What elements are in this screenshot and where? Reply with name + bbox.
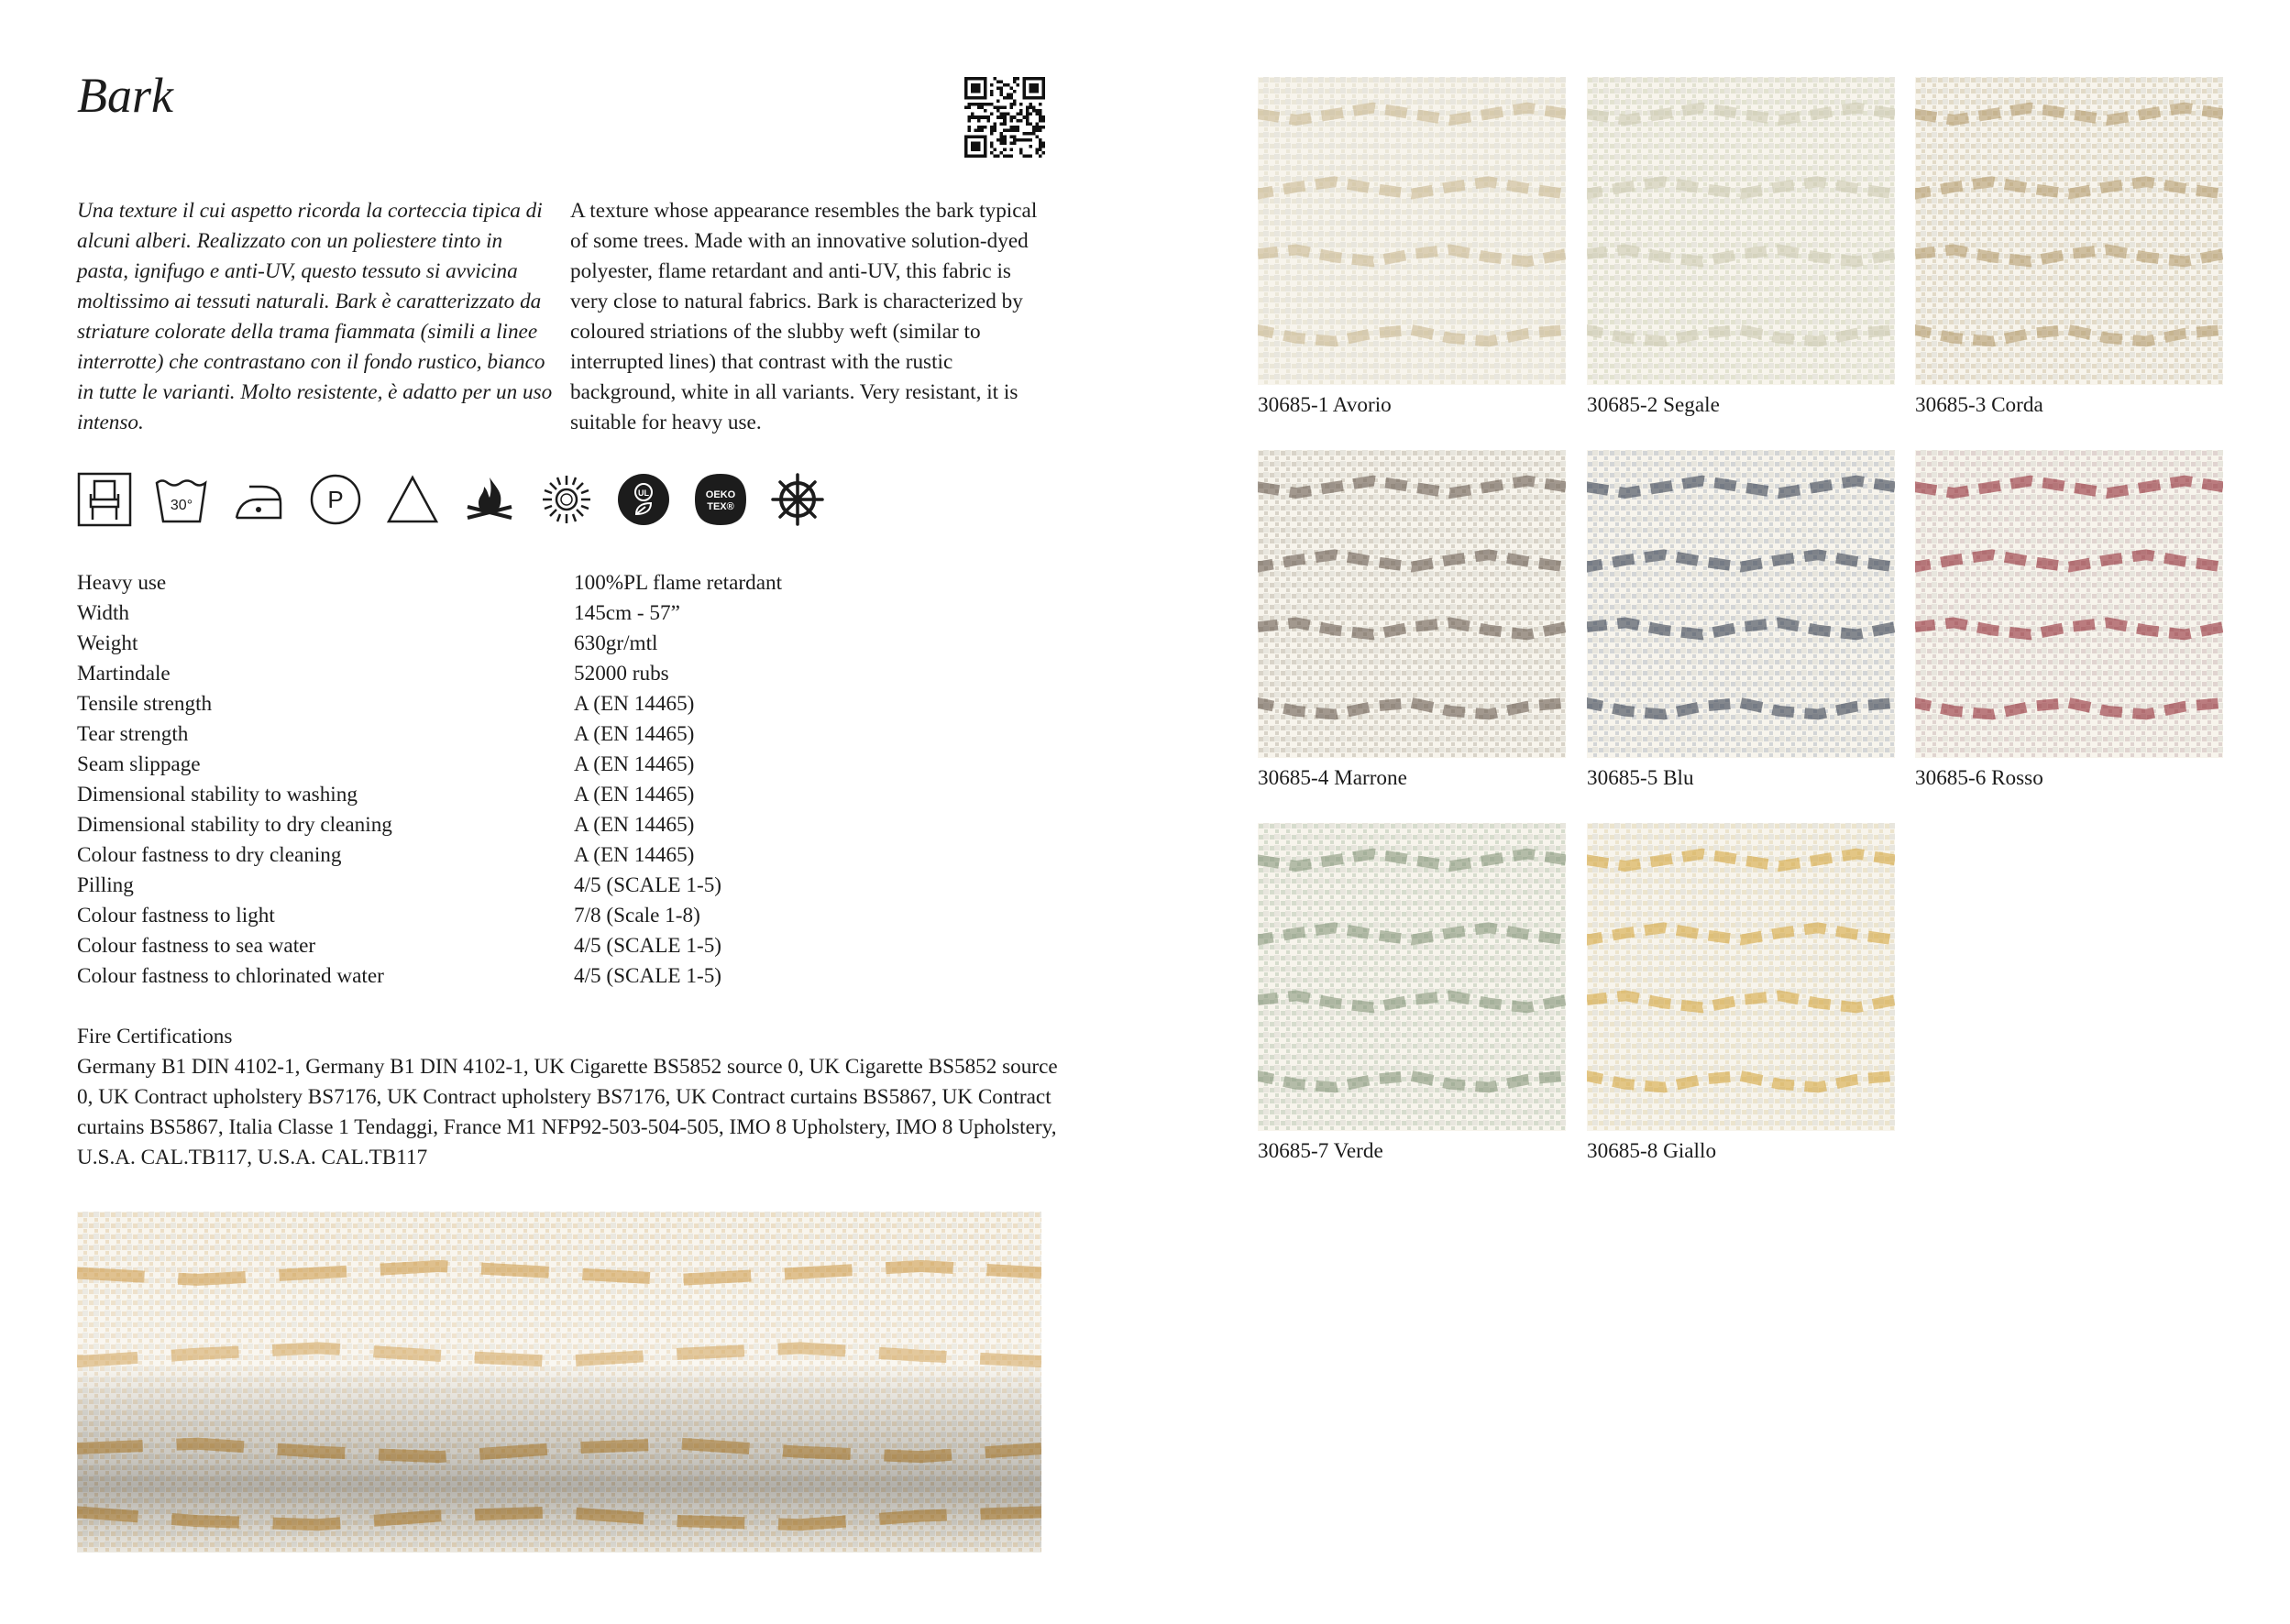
product-title: Bark xyxy=(77,68,173,123)
spec-row xyxy=(77,598,1049,629)
spec-value: 4/5 (SCALE 1-5) xyxy=(574,964,722,988)
swatch-fabric-image xyxy=(1258,823,1566,1131)
colour-swatch[interactable] xyxy=(1258,823,1566,1167)
swatch-code-label: 30685-8 Giallo xyxy=(1587,1139,1717,1163)
specifications-table xyxy=(77,568,1049,992)
spec-value: A (EN 14465) xyxy=(574,813,695,837)
spec-value: A (EN 14465) xyxy=(574,722,695,746)
care-icons-row xyxy=(77,472,825,527)
description-italian: Una texture il cui aspetto ricorda la corteccia tipica di alcuni alberi. Realizzato con un poliestere tinto in pasta, ignifugo e anti-UV, questo tessuto si avvicina moltissimo ai tessuti naturali. Bark è caratterizzato da striature colorate della trama fiammata (simili a linee interrotte) che contrastano con il fondo rustico, bianco in tutte le varianti. Molto resistente, è adatto per un uso intenso. xyxy=(77,199,553,434)
spec-row xyxy=(77,810,1049,840)
spec-value: A (EN 14465) xyxy=(574,692,695,716)
spec-row xyxy=(77,719,1049,750)
swatch-code-label: 30685-7 Verde xyxy=(1258,1139,1383,1163)
description-english: A texture whose appearance resembles the bark typical of some trees. Made with an innovative solution-dyed polyester, flame retardant and anti-UV, this fabric is very close to natural fabrics. Bark is characterized by coloured striations of the slubby weft (similar to interrupted lines) that contrast with the rustic background, white in all variants. Very resistant, it is suitable for heavy use. xyxy=(570,199,1038,434)
swatch-code-label: 30685-3 Corda xyxy=(1915,393,2043,417)
spec-row xyxy=(77,750,1049,780)
spec-row xyxy=(77,840,1049,871)
sun-uv-resistant-icon xyxy=(539,472,594,527)
colour-swatch[interactable] xyxy=(1587,77,1895,421)
spec-value: 100%PL flame retardant xyxy=(574,571,783,595)
spec-value: A (EN 14465) xyxy=(574,843,695,867)
qr-code[interactable] xyxy=(964,77,1045,158)
spec-row xyxy=(77,629,1049,659)
colour-swatch[interactable] xyxy=(1258,77,1566,421)
swatch-code-label: 30685-5 Blu xyxy=(1587,766,1694,790)
swatch-fabric-image xyxy=(1915,450,2223,758)
spec-label: Colour fastness to dry cleaning xyxy=(77,843,342,867)
spec-label: Heavy use xyxy=(77,571,167,595)
colour-swatch[interactable] xyxy=(1587,450,1895,794)
swatch-code-label: 30685-1 Avorio xyxy=(1258,393,1392,417)
oeko-label-top: OEKO xyxy=(705,489,736,500)
spec-value: 7/8 (Scale 1-8) xyxy=(574,904,700,927)
spec-row xyxy=(77,780,1049,810)
swatch-fabric-image xyxy=(1258,77,1566,385)
swatch-code-label: 30685-4 Marrone xyxy=(1258,766,1407,790)
dry-clean-p-icon xyxy=(308,472,363,527)
spec-label: Colour fastness to light xyxy=(77,904,275,927)
spec-row xyxy=(77,568,1049,598)
spec-label: Seam slippage xyxy=(77,752,201,776)
spec-row xyxy=(77,901,1049,931)
spec-row xyxy=(77,961,1049,992)
spec-value: 145cm - 57” xyxy=(574,601,680,625)
swatch-fabric-image xyxy=(1258,450,1566,758)
wash-temp-label: 30° xyxy=(170,498,193,513)
spec-label: Colour fastness to chlorinated water xyxy=(77,964,384,988)
spec-row xyxy=(77,659,1049,689)
spec-label: Weight xyxy=(77,631,138,655)
spec-label: Dimensional stability to dry cleaning xyxy=(77,813,392,837)
spec-label: Tensile strength xyxy=(77,692,213,716)
fire-certifications-heading: Fire Certifications xyxy=(77,1025,233,1048)
spec-label: Colour fastness to sea water xyxy=(77,934,316,958)
fire-certifications xyxy=(77,1022,1058,1173)
spec-value: 52000 rubs xyxy=(574,662,669,686)
marine-helm-icon xyxy=(770,472,825,527)
spec-value: A (EN 14465) xyxy=(574,752,695,776)
spec-label: Pilling xyxy=(77,873,134,897)
fire-certifications-text: Germany B1 DIN 4102-1, Germany B1 DIN 4102-1, UK Cigarette BS5852 source 0, UK Cigarette BS5852 source 0, UK Contract upholstery BS7176, UK Contract upholstery BS7176, UK Contract curtains BS5867, UK Contract curtains BS5867, Italia Classe 1 Tendaggi, France M1 NFP92-503-504-505, IMO 8 Upholstery, IMO 8 Upholstery, U.S.A. CAL.TB117, U.S.A. CAL.TB117 xyxy=(77,1055,1058,1169)
wash-30-icon xyxy=(154,472,209,527)
spec-value: 4/5 (SCALE 1-5) xyxy=(574,934,722,958)
swatch-code-label: 30685-2 Segale xyxy=(1587,393,1720,417)
spec-label: Martindale xyxy=(77,662,171,686)
swatch-fabric-image xyxy=(1587,450,1895,758)
dry-clean-letter: P xyxy=(327,486,344,513)
flame-retardant-icon xyxy=(462,472,517,527)
fabric-roll-photo xyxy=(77,1212,1041,1553)
colour-swatch[interactable] xyxy=(1915,450,2223,794)
swatch-fabric-image xyxy=(1587,823,1895,1131)
spec-value: 4/5 (SCALE 1-5) xyxy=(574,873,722,897)
oeko-tex-icon xyxy=(693,472,748,527)
spec-label: Width xyxy=(77,601,130,625)
spec-label: Dimensional stability to washing xyxy=(77,783,358,807)
ul-mark-label: UL xyxy=(638,488,649,498)
spec-value: 630gr/mtl xyxy=(574,631,658,655)
spec-label: Tear strength xyxy=(77,722,189,746)
swatch-fabric-image xyxy=(1587,77,1895,385)
spec-row xyxy=(77,931,1049,961)
iron-low-icon xyxy=(231,472,286,527)
colour-swatch[interactable] xyxy=(1258,450,1566,794)
ul-greenguard-icon xyxy=(616,472,671,527)
oeko-label-bottom: TEX® xyxy=(707,501,734,512)
spec-value: A (EN 14465) xyxy=(574,783,695,807)
swatch-fabric-image xyxy=(1915,77,2223,385)
upholstery-chair-icon xyxy=(77,472,132,527)
colour-swatch[interactable] xyxy=(1587,823,1895,1167)
swatch-code-label: 30685-6 Rosso xyxy=(1915,766,2043,790)
spec-row xyxy=(77,689,1049,719)
spec-row xyxy=(77,871,1049,901)
bleach-triangle-icon xyxy=(385,472,440,527)
colour-swatch[interactable] xyxy=(1915,77,2223,421)
